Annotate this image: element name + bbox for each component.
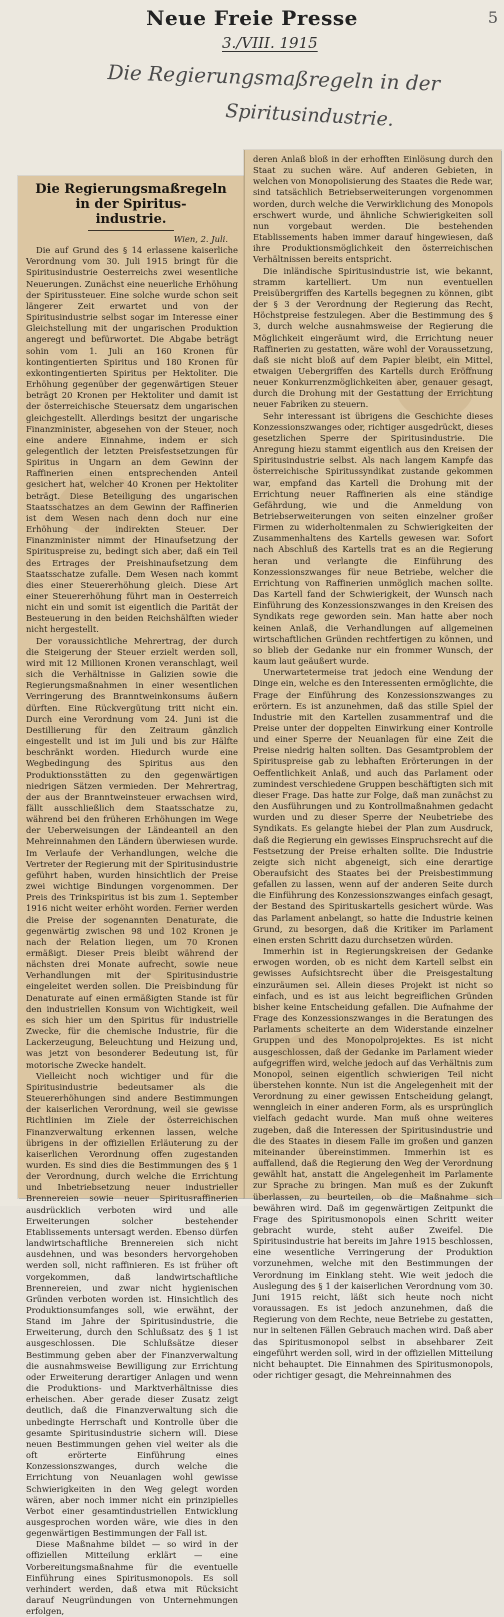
right-paragraph: deren Anlaß bloß in der erhofften Einlösung durch den Staat zu suchen wäre. Auf anderen Gebieten, in welchen von Monopolisierung des Staates die Rede war, sind tatsächlich Betriebserweiterungen vorgenommen worden, durch welche die Verwirklichung des Monopols erschwert wurde, und ähnliche Schwierigkeiten soll nun vorgebaut werden. Die bestehenden Etablissements haben immer darauf hingewiesen, daß ihre Produktionsmöglichkeit den österreichischen Verhältnissen bereits entspricht. <box>253 154 493 265</box>
right-paragraph: Unerwartetermeise trat jedoch eine Wendung der Dinge ein, welche es den Interessenten ermöglichte, die Frage der Einführung des Konzessionszwanges zu erörtern. Es ist anzunehmen, daß das stille Spiel der Industrie mit den Kartellen zusammentraf und die Preise unter der doppelten Einwirkung einer Kontrolle und einer Sperre der Neuanlagen für eine Zeit die Preise niedrig halten sollten. Das Gesamtproblem der Spirituspreise gab zu lebhaften Erörterungen in der Oeffentlichkeit Anlaß, und auch das Parlament oder zumindest verschiedene Gruppen beschäftigten sich mit dieser Frage. Das hatte zur Folge, daß man zunächst zu den Ausführungen und zu Kontrollmaßnahmen gedacht wurden und zu dieser Sperre der Neubetriebe des Syndikats. Es gelangte hiebei der Plan zum Ausdruck, daß die Regierung ein gewisses Einspruchsrecht auf die Festsetzung der Preise erhalten sollte. Die Industrie zeigte sich nicht abgeneigt, sich eine derartige Oberaufsicht des Staates bei der Preisbestimmung gefallen zu lassen, wenn auf der anderen Seite durch die Einführung des Konzessionszwanges einfach gesagt, der Bestand des Spirituskartells gesichert würde. Was das Parlament anbelangt, so hatte die Industrie keinen Grund, zu besorgen, daß die Kritiker im Parlament einen ersten Schritt dazu durchsetzen würden. <box>253 667 493 945</box>
handwritten-note-line-2: Spiritusindustrie. <box>224 100 395 131</box>
newspaper-masthead: Neue Freie Presse <box>146 6 358 30</box>
headline-divider <box>88 230 174 231</box>
right-column-text <box>245 150 501 1381</box>
right-paragraph: Sehr interessant ist übrigens die Geschichte dieses Konzessionszwanges oder, richtiger ausgedrückt, dieses gesetzlichen Sperre der Spiritusindustrie. Die Anregung hiezu stammt eigentlich aus den Kreisen der Spiritusindustrie selbst. Als nach langem Kampfe das österreichische Spiritussyndikat zustande gekommen war, empfand das Kartell die Drohung mit der Errichtung neuer Raffinerien als eine ständige Gefährdung, wie und die Anmeldung von Betriebserweiterungen von seiten einzelner großer Firmen zu widerholtenmalen zu Schwierigkeiten der Zusammenhaltens des Kartells gewesen war. Sofort nach Abschluß des Kartells trat es an die Regierung heran und verlangte die Einführung des Konzessionszwanges für neue Betriebe, welcher die Errichtung von Raffinerien unmöglich machen sollte. Das Kartell fand der Schwierigkeit, der Wunsch nach Einführung des Konzessionszwanges in den Kreisen des Syndikats rege geworden sein. Man hatte aber noch keinen Anlaß, die Verhandlungen auf allgemeinen wirtschaftlichen Gründen rechtfertigen zu können, und so blieb der Gedanke nur ein frommer Wunsch, der kaum laut geäußert wurde. <box>253 410 493 667</box>
page-number-mark: 5 <box>487 8 498 27</box>
left-paragraph: Diese Maßnahme bildet — so wird in der offiziellen Mitteilung erklärt — eine Vorbereitungsmaßnahme für die eventuelle Einführung eines Spiritusmonopols. Es soll verhindert werden, daß etwa mit Rücksicht darauf Neugründungen von Unternehmungen erfolgen, <box>26 1539 238 1617</box>
handwritten-note-line-1: Die Regierungsmaßregeln in der <box>107 60 441 96</box>
right-paragraph: Immerhin ist in Regierungskreisen der Gedanke erwogen worden, ob es nicht dem Kartell selbst ein gewisses Aufsichtsrecht über die Preisgestaltung einzuräumen sei. Allein dieses Projekt ist nicht so einfach, und es ist aus leicht begreiflichen Gründen bisher keine Entscheidung gefallen. Die Aufnahme der Frage des Konzessionszwanges in die Beratungen des Parlaments scheiterte an dem Widerstande einzelner Gruppen und des Monopolprojektes. Es ist nicht ausgeschlossen, daß der Gedanke im Parlament wieder aufgegriffen wird, welche jedoch auf das Verhältnis zum Monopol, seinen eigentlich schwierigen Teil nicht überstehen konnte. Nun ist die Angelegenheit mit der Verordnung zu einer gewissen Entscheidung gelangt, wenngleich in einer anderen Form, als es ursprünglich vielfach gedacht wurde. Man muß ohne weiteres zugeben, daß die Interessen der Spiritusindustrie und die des Staates in diesem Falle im großen und ganzen miteinander übereinstimmen. Immerhin ist es auffallend, daß die Regierung den Weg der Verordnung gewählt hat, anstatt die Angelegenheit im Parlamente zur Sprache zu bringen. Man muß es der Zukunft überlassen, zu beurteilen, ob die Maßnahme sich bewähren wird. Daß im gegenwärtigen Zeitpunkt die Frage des Spiritusmonopols einen Schritt weiter gebracht wurde, steht außer Zweifel. Die Spiritusindustrie hat bereits im Jahre 1915 beschlossen, eine wesentliche Verringerung der Produktion vorzunehmen, welche mit den Bestimmungen der Verordnung im Einklang steht. Wie weit jedoch die Auslegung des § 1 der kaiserlichen Verordnung vom 30. Juni 1915 reicht, läßt sich heute noch nicht voraussagen. Es ist jedoch anzunehmen, daß die Regierung von dem Rechte, neue Betriebe zu gestatten, nur in seltenen Fällen Gebrauch machen wird. Daß aber das Spiritusmonopol selbst in absehbarer Zeit eingeführt werden soll, wird in der offiziellen Mitteilung nicht behauptet. Die Einnahmen des Spiritusmonopols, oder richtiger gesagt, die Mehreinnahmen des <box>253 946 493 1381</box>
left-column-text <box>18 234 244 1617</box>
left-paragraph: Vielleicht noch wichtiger und für die Spiritusindustrie bedeutsamer als die Steuererhöhungen sind andere Bestimmungen der kaiserlichen Verordnung, weil sie gewisse Richtlinien im Ziele der österreichischen Finanzverwaltung erkennen lassen, welche übrigens in der offiziellen Erläuterung zu der kaiserlichen Verordnung offen zugestanden wurden. Es sind dies die Bestimmungen des § 1 der Verordnung, durch welche die Errichtung und Inbetriebsetzung neuer industrieller Brennereien sowie neuer Spiritusraffinerien ausdrücklich verboten wird und alle Erweiterungen solcher bestehender Etablissements untersagt werden. Ebenso dürfen landwirtschaftliche Brennereien sich nicht ausdehnen, und was besonders hervorgehoben werden soll, nicht raffinieren. Es ist früher oft vorgekommen, daß landwirtschaftliche Brennereien, und zwar nicht hygienischen Gründen verboten worden ist. Hinsichtlich des Produktionsumfanges soll, wie erwähnt, der Stand im Jahre der Spiritusindustrie, die Erweiterung, durch den Schlußsatz des § 1 ist ausgeschlossen. Die Schlußsätze dieser Bestimmung geben aber der Finanzverwaltung die ausnahmsweise Bewilligung zur Errichtung oder Erweiterung derartiger Anlagen und wenn die Produktions- und Marktverhältnisse dies erheischen. Aber gerade dieser Zusatz zeigt deutlich, daß die Finanzverwaltung sich die unbedingte Herrschaft und Kontrolle über die gesamte Spiritusindustrie sichern will. Diese neuen Bestimmungen gehen viel weiter als die oft erörterte Einführung eines Konzessionszwanges, durch welche die Errichtung von Neuanlagen wohl gewisse Schwierigkeiten in den Weg gelegt worden wären, aber noch immer nicht ein prinzipielles Verbot einer gesamtindustriellen Entwicklung ausgesprochen worden wäre, wie dies in den gegenwärtigen Bestimmungen der Fall ist. <box>26 1070 238 1539</box>
clipping-right-column <box>244 150 501 1381</box>
article-dateline: Wien, 2. Juli. <box>173 234 228 244</box>
left-paragraph: Die auf Grund des § 14 erlassene kaiserliche Verordnung vom 30. Juli 1915 bringt für die Spiritusindustrie Oesterreichs zwei wesentliche Neuerungen. Zunächst eine neuerliche Erhöhung der Spiritussteuer. Eine solche wurde schon seit längerer Zeit erwartet und von der Spiritusindustrie selbst sogar im Interesse einer Gleichstellung mit der ungarischen Produktion angeregt und befürwortet. Die Abgabe beträgt sohin vom 1. Juli an 160 Kronen für kontingentierten Spiritus und 180 Kronen für exkontingentierten Spiritus per Hektoliter. Die Erhöhung gegenüber der gegenwärtigen Steuer beträgt 20 Kronen per Hektoliter und damit ist der österreichische Steuersatz dem ungarischen gleichgestellt. Allerdings besitzt der ungarische Finanzminister, abgesehen von der Steuer, noch eine andere Einnahme, indem er sich gelegentlich der letzten Preisfestsetzungen für Spiritus in Ungarn an dem Gewinn der Raffinerien einen entsprechenden Anteil gesichert hat, welcher 40 Kronen per Hektoliter beträgt. Diese Beteiligung des ungarischen Staatsschatzes an dem Gewinn der Raffinerien ist dem Wesen nach denn doch nur eine Erhöhung der indirekten Steuer. Der Finanzminister nimmt der Hinaufsetzung der Spirituspreise zu, bedingt sich aber, daß ein Teil des Ertrages der Preishinaufsetzung dem Staatsschatze zufalle. Dem Wesen nach kommt dies einer Steuererhöhung gleich. Diese Art einer Steuererhöhung führt man in Oesterreich nicht ein und somit ist eigentlich die Parität der Besteuerung in den beiden Reichshälften wieder nicht hergestellt. <box>26 245 238 635</box>
headline-line-2: industrie. <box>95 212 167 227</box>
left-paragraph: Der voraussichtliche Mehrertrag, der durch die Steigerung der Steuer erzielt werden soll, wird mit 12 Millionen Kronen veranschlagt, weil sich die Verhältnisse in Galizien sowie die Regierungsmaßnahmen in einer wesentlichen Verringerung des Branntweinkonsums äußern dürften. Eine Rückvergütung tritt nicht ein. Durch eine Verordnung vom 24. Juni ist die Destillierung für den Zeitraum gänzlich eingestellt und ist im Juli und bis zur Hälfte beschränkt worden. Hiedurch wurde eine Wegbedingung des Spiritus aus den Produktionsstätten zu den gegenwärtigen niedrigen Sätzen vermieden. Der Mehrertrag, der aus der Branntweinsteuer erwachsen wird, fällt ausschließlich dem Staatsschatze zu, während bei den früheren Erhöhungen im Wege der Ueberweisungen der Ländeanteil an den Mehreinnahmen den Ländern überwiesen wurde. Im Verlaufe der Verhandlungen, welche die Vertreter der Regierung mit der Spiritusindustrie geführt haben, wurden hinsichtlich der Preise zwei wichtige Bindungen vorgenommen. Der Preis des Trinkspiritus ist bis zum 1. September 1916 nicht weiter erhöht worden. Ferner werden die Preise der sogenannten Denaturate, die gegenwärtig zwischen 98 und 102 Kronen je nach der Relation liegen, um 70 Kronen ermäßigt. Dieser Preis bleibt während der nächsten drei Monate aufrecht, sowie neue Verhandlungen mit der Spiritusindustrie eingeleitet werden sollen. Die Preisbindung für Denaturate auf einen ermäßigten Stande ist für den industriellen Konsum von Wichtigkeit, weil es sich hier um den Spiritus für industrielle Zwecke, für die chemische Industrie, für die Lackerzeugung, Beleuchtung und Heizung und, was jetzt von besonderer Bedeutung ist, für motorische Zwecke handelt. <box>26 635 238 1070</box>
right-paragraph: Die inländische Spiritusindustrie ist, wie bekannt, stramm kartelliert. Um nun eventuellen Preisübergriffen des Kartells begegnen zu können, gibt der § 3 der Verordnung der Regierung das Recht, Höchstpreise festzulegen. Aber die Bestimmung des § 3, durch welche ausnahmsweise der Regierung die Möglichkeit eingeräumt wird, die Errichtung neuer Raffinerien zu gestatten, wäre wohl der Voraussetzung, daß sie nicht bloß auf dem Papier bleibt, ein Mittel, etwaigen Uebergriffen des Kartells durch Eröffnung neuer Konkurrenzmöglichkeiten aber, genauer gesagt, durch die Drohung mit der Gestattung der Errichtung neuer Fabriken zu steuern. <box>253 265 493 410</box>
clipping-left-column <box>18 176 244 1617</box>
article-headline <box>26 182 236 227</box>
handwritten-date: 3./VIII. 1915 <box>222 34 318 52</box>
headline-line-1: Die Regierungsmaßregeln in der Spiritus- <box>35 182 227 212</box>
